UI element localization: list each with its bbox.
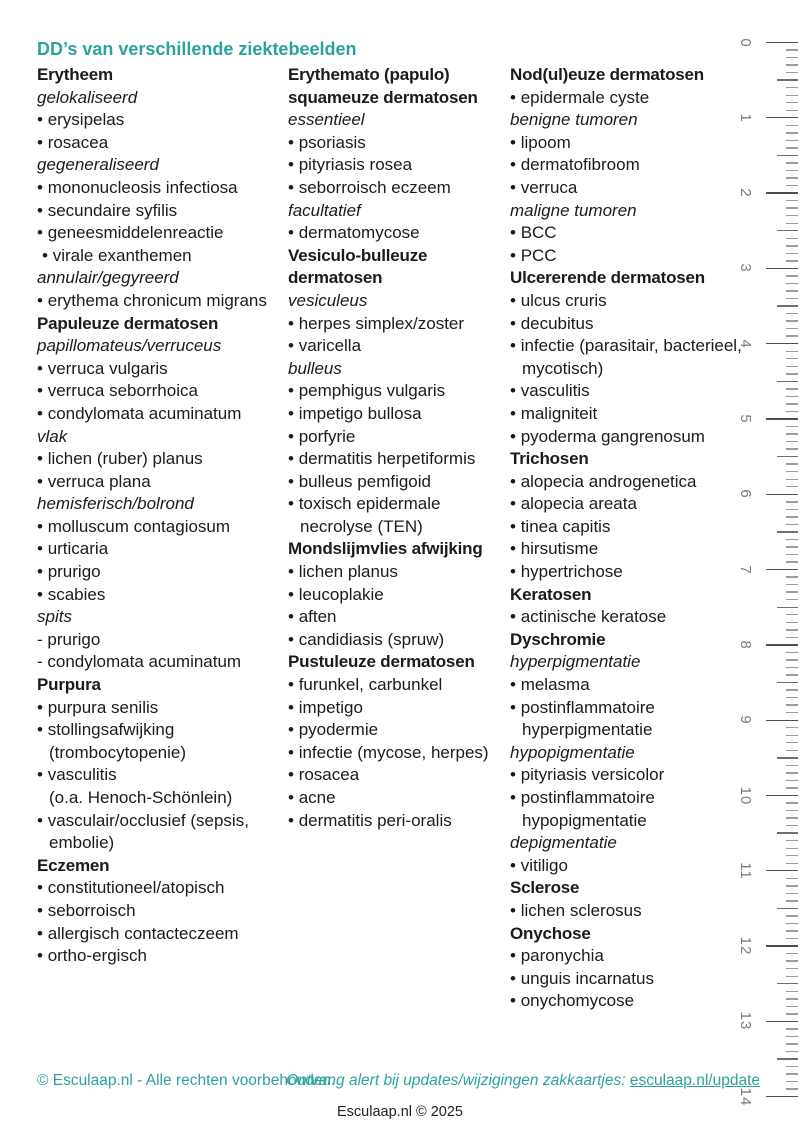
ruler-cm-tick bbox=[766, 42, 798, 43]
list-item: • BCC bbox=[510, 222, 748, 245]
ruler-mm-tick bbox=[786, 479, 798, 480]
list-item: • infectie (parasitair, bacterieel, bbox=[510, 335, 748, 358]
list-item: • stollingsafwijking bbox=[37, 719, 287, 742]
list-item: • toxisch epidermale bbox=[288, 493, 508, 516]
section-header: Onychose bbox=[510, 923, 591, 943]
section-header: Pustuleuze dermatosen bbox=[288, 652, 475, 672]
ruler-mm-tick bbox=[786, 275, 798, 276]
ruler-cm-tick bbox=[766, 720, 798, 721]
list-item: • verruca plana bbox=[37, 471, 287, 494]
list-item: • pyoderma gangrenosum bbox=[510, 426, 748, 449]
ruler-mm-tick bbox=[786, 162, 798, 163]
list-item: • hirsutisme bbox=[510, 538, 748, 561]
ruler-mm-tick bbox=[786, 712, 798, 713]
ruler-mm-tick bbox=[786, 200, 798, 201]
list-item: • PCC bbox=[510, 245, 748, 268]
ruler-mm-tick bbox=[786, 87, 798, 88]
ruler-mm-tick bbox=[786, 328, 798, 329]
list-item: • secundaire syfilis bbox=[37, 200, 287, 223]
ruler-mm-tick bbox=[786, 471, 798, 472]
ruler-mm-tick bbox=[786, 840, 798, 841]
ruler-mm-tick bbox=[786, 335, 798, 336]
ruler-mm-tick bbox=[786, 991, 798, 992]
ruler-mm-tick bbox=[786, 976, 798, 977]
list-item: • psoriasis bbox=[288, 132, 508, 155]
ruler-mm-tick bbox=[786, 509, 798, 510]
ruler-cm-tick bbox=[766, 795, 798, 796]
ruler-mm-tick bbox=[786, 125, 798, 126]
footer-update-text: Ontvang alert bij updates/wijzigingen zakkaartjes: bbox=[286, 1072, 630, 1089]
ruler-mm-tick bbox=[786, 584, 798, 585]
list-item-continuation: (trombocytopenie) bbox=[49, 742, 187, 762]
section-header: Vesiculo-bulleuze bbox=[288, 245, 428, 265]
ruler-mm-tick bbox=[786, 561, 798, 562]
list-item: • purpura senilis bbox=[37, 697, 287, 720]
list-item: • impetigo bullosa bbox=[288, 403, 508, 426]
list-item: • rosacea bbox=[288, 764, 508, 787]
subheader-italic: hypopigmentatie bbox=[510, 742, 635, 762]
ruler-mm-tick bbox=[786, 1088, 798, 1089]
subheader-italic: depigmentatie bbox=[510, 833, 617, 853]
list-item: • hypertrichose bbox=[510, 561, 748, 584]
column-2 bbox=[288, 64, 508, 832]
ruler-mm-tick bbox=[786, 810, 798, 811]
list-item: • allergisch contacteczeem bbox=[37, 923, 287, 946]
list-item: • acne bbox=[288, 787, 508, 810]
ruler-mm-tick bbox=[786, 366, 798, 367]
list-item: • pyodermie bbox=[288, 719, 508, 742]
ruler-mm-tick bbox=[786, 885, 798, 886]
ruler-mm-tick bbox=[786, 358, 798, 359]
ruler-mm-tick bbox=[786, 689, 798, 690]
list-item: • furunkel, carbunkel bbox=[288, 674, 508, 697]
ruler-mm-tick bbox=[786, 411, 798, 412]
list-item: • infectie (mycose, herpes) bbox=[288, 742, 508, 765]
ruler-mm-tick bbox=[786, 64, 798, 65]
ruler-mm-tick bbox=[786, 253, 798, 254]
list-item: • verruca seborrhoica bbox=[37, 380, 287, 403]
ruler-mm-tick bbox=[786, 95, 798, 96]
ruler-mm-tick bbox=[786, 599, 798, 600]
ruler-mm-tick bbox=[786, 622, 798, 623]
ruler-mm-tick bbox=[786, 298, 798, 299]
section-header: Ulcererende dermatosen bbox=[510, 268, 705, 288]
ruler-cm-tick bbox=[766, 117, 798, 118]
ruler-mm-tick bbox=[786, 652, 798, 653]
list-item: • paronychia bbox=[510, 945, 748, 968]
ruler-half-cm-tick bbox=[777, 682, 798, 683]
ruler-mm-tick bbox=[786, 614, 798, 615]
section-header: Mondslijmvlies afwijking bbox=[288, 539, 483, 559]
list-item: • constitutioneel/atopisch bbox=[37, 877, 287, 900]
ruler-mm-tick bbox=[786, 539, 798, 540]
ruler-mm-tick bbox=[786, 659, 798, 660]
ruler-number: 11 bbox=[737, 862, 755, 880]
section-header: Trichosen bbox=[510, 449, 589, 469]
ruler-mm-tick bbox=[786, 863, 798, 864]
ruler-cm-tick bbox=[766, 870, 798, 871]
ruler-cm-tick bbox=[766, 494, 798, 495]
list-item: • ulcus cruris bbox=[510, 290, 748, 313]
ruler-mm-tick bbox=[786, 825, 798, 826]
list-item: • varicella bbox=[288, 335, 508, 358]
list-item: • erysipelas bbox=[37, 109, 287, 132]
ruler-mm-tick bbox=[786, 320, 798, 321]
footer-update-link[interactable]: esculaap.nl/update bbox=[629, 1072, 760, 1089]
list-item: • epidermale cyste bbox=[510, 87, 748, 110]
ruler-mm-tick bbox=[786, 403, 798, 404]
ruler-mm-tick bbox=[786, 185, 798, 186]
ruler-mm-tick bbox=[786, 283, 798, 284]
ruler-mm-tick bbox=[786, 238, 798, 239]
subheader-italic: facultatief bbox=[288, 200, 361, 220]
ruler-mm-tick bbox=[786, 727, 798, 728]
ruler-mm-tick bbox=[786, 57, 798, 58]
list-item: • rosacea bbox=[37, 132, 287, 155]
list-item: • porfyrie bbox=[288, 426, 508, 449]
ruler-cm-tick bbox=[766, 268, 798, 269]
ruler-half-cm-tick bbox=[777, 983, 798, 984]
subheader-italic: hemisferisch/bolrond bbox=[37, 494, 194, 514]
section-header: Dyschromie bbox=[510, 629, 606, 649]
list-item-dash: - condylomata acuminatum bbox=[37, 651, 287, 674]
ruler-cm-tick bbox=[766, 343, 798, 344]
ruler-mm-tick bbox=[786, 591, 798, 592]
ruler-half-cm-tick bbox=[777, 381, 798, 382]
section-header: Eczemen bbox=[37, 855, 110, 875]
ruler-mm-tick bbox=[786, 697, 798, 698]
list-item: • seborroisch eczeem bbox=[288, 177, 508, 200]
ruler-mm-tick bbox=[786, 177, 798, 178]
ruler-mm-tick bbox=[786, 1073, 798, 1074]
list-item: • prurigo bbox=[37, 561, 287, 584]
ruler-mm-tick bbox=[786, 742, 798, 743]
list-item: • vasculitis bbox=[510, 380, 748, 403]
ruler-half-cm-tick bbox=[777, 305, 798, 306]
ruler-mm-tick bbox=[786, 170, 798, 171]
ruler-mm-tick bbox=[786, 772, 798, 773]
ruler-mm-tick bbox=[786, 245, 798, 246]
list-item: • pityriasis rosea bbox=[288, 154, 508, 177]
ruler-mm-tick bbox=[786, 674, 798, 675]
ruler-number: 13 bbox=[737, 1012, 755, 1031]
list-item: • urticaria bbox=[37, 538, 287, 561]
subheader-italic: hyperpigmentatie bbox=[510, 652, 641, 672]
ruler-mm-tick bbox=[786, 1013, 798, 1014]
ruler-half-cm-tick bbox=[777, 908, 798, 909]
ruler-mm-tick bbox=[786, 637, 798, 638]
ruler-mm-tick bbox=[786, 629, 798, 630]
ruler-number: 12 bbox=[737, 936, 755, 956]
subheader-italic: vlak bbox=[37, 426, 68, 446]
subheader-italic: gelokaliseerd bbox=[37, 87, 138, 107]
ruler-number: 8 bbox=[737, 640, 755, 650]
ruler-mm-tick bbox=[786, 878, 798, 879]
ruler-number: 0 bbox=[737, 37, 755, 48]
ruler-mm-tick bbox=[786, 524, 798, 525]
ruler-cm-tick bbox=[766, 192, 798, 193]
list-item: • melasma bbox=[510, 674, 748, 697]
ruler-number: 4 bbox=[737, 339, 755, 349]
ruler-mm-tick bbox=[786, 313, 798, 314]
subheader-italic: essentieel bbox=[288, 110, 365, 130]
ruler-mm-tick bbox=[786, 998, 798, 999]
list-item: • pemphigus vulgaris bbox=[288, 380, 508, 403]
ruler-mm-tick bbox=[786, 140, 798, 141]
footer-copyright: © Esculaap.nl - Alle rechten voorbehouden. bbox=[37, 1072, 336, 1089]
ruler-mm-tick bbox=[786, 215, 798, 216]
subheader-italic: maligne tumoren bbox=[510, 200, 637, 220]
list-item: • vasculitis bbox=[37, 764, 287, 787]
ruler-cm-tick bbox=[766, 1096, 798, 1097]
ruler-mm-tick bbox=[786, 516, 798, 517]
ruler-mm-tick bbox=[786, 735, 798, 736]
ruler-mm-tick bbox=[786, 1051, 798, 1052]
ruler-half-cm-tick bbox=[777, 79, 798, 80]
ruler-mm-tick bbox=[786, 396, 798, 397]
subheader-italic: gegeneraliseerd bbox=[37, 155, 159, 175]
ruler-mm-tick bbox=[786, 765, 798, 766]
subheader-italic: annulair/gegyreerd bbox=[37, 268, 179, 288]
list-item: • actinische keratose bbox=[510, 606, 748, 629]
ruler-number: 7 bbox=[737, 564, 755, 575]
ruler-mm-tick bbox=[786, 207, 798, 208]
ruler-mm-tick bbox=[786, 72, 798, 73]
ruler-mm-tick bbox=[786, 802, 798, 803]
ruler-mm-tick bbox=[786, 110, 798, 111]
ruler-mm-tick bbox=[786, 953, 798, 954]
ruler-mm-tick bbox=[786, 260, 798, 261]
ruler-half-cm-tick bbox=[777, 155, 798, 156]
list-item: • erythema chronicum migrans bbox=[37, 290, 287, 313]
ruler-mm-tick bbox=[786, 900, 798, 901]
list-item: • leucoplakie bbox=[288, 584, 508, 607]
ruler-cm-tick bbox=[766, 945, 798, 946]
list-item: • mononucleosis infectiosa bbox=[37, 177, 287, 200]
ruler-mm-tick bbox=[786, 960, 798, 961]
list-item: • lichen planus bbox=[288, 561, 508, 584]
ruler-mm-tick bbox=[786, 501, 798, 502]
list-item: • alopecia areata bbox=[510, 493, 748, 516]
ruler-mm-tick bbox=[786, 546, 798, 547]
ruler-mm-tick bbox=[786, 915, 798, 916]
list-item-continuation: hypopigmentatie bbox=[522, 810, 647, 830]
ruler-mm-tick bbox=[786, 930, 798, 931]
list-item: • vasculair/occlusief (sepsis, bbox=[37, 810, 287, 833]
ruler-mm-tick bbox=[786, 1028, 798, 1029]
list-item: • unguis incarnatus bbox=[510, 968, 748, 991]
list-item: • verruca bbox=[510, 177, 748, 200]
section-header: dermatosen bbox=[288, 268, 383, 288]
ruler-mm-tick bbox=[786, 554, 798, 555]
list-item: • onychomycose bbox=[510, 990, 748, 1013]
ruler-mm-tick bbox=[786, 704, 798, 705]
list-item: • alopecia androgenetica bbox=[510, 471, 748, 494]
list-item: • pityriasis versicolor bbox=[510, 764, 748, 787]
ruler-mm-tick bbox=[786, 102, 798, 103]
list-item: • maligniteit bbox=[510, 403, 748, 426]
ruler-mm-tick bbox=[786, 938, 798, 939]
ruler-number: 1 bbox=[737, 113, 755, 123]
ruler-number: 9 bbox=[737, 715, 755, 725]
ruler-number: 5 bbox=[737, 414, 755, 424]
ruler-mm-tick bbox=[786, 667, 798, 668]
list-item: • bulleus pemfigoid bbox=[288, 471, 508, 494]
section-header: Sclerose bbox=[510, 878, 580, 898]
ruler-mm-tick bbox=[786, 787, 798, 788]
ruler-half-cm-tick bbox=[777, 1058, 798, 1059]
ruler-mm-tick bbox=[786, 923, 798, 924]
list-item: • dermatitis peri-oralis bbox=[288, 810, 508, 833]
ruler-mm-tick bbox=[786, 351, 798, 352]
list-item: • lichen (ruber) planus bbox=[37, 448, 287, 471]
subheader-italic: benigne tumoren bbox=[510, 110, 638, 130]
list-item: • aften bbox=[288, 606, 508, 629]
list-item: • virale exanthemen bbox=[37, 245, 287, 268]
section-header: Erythemato (papulo) bbox=[288, 65, 450, 84]
list-item: • postinflammatoire bbox=[510, 787, 748, 810]
subheader-italic: vesiculeus bbox=[288, 290, 368, 310]
column-1 bbox=[37, 64, 287, 968]
list-item: • verruca vulgaris bbox=[37, 358, 287, 381]
ruler-mm-tick bbox=[786, 893, 798, 894]
ruler-mm-tick bbox=[786, 290, 798, 291]
ruler-half-cm-tick bbox=[777, 832, 798, 833]
ruler-half-cm-tick bbox=[777, 456, 798, 457]
section-header: squameuze dermatosen bbox=[288, 87, 478, 107]
ruler-half-cm-tick bbox=[777, 230, 798, 231]
list-item-continuation: hyperpigmentatie bbox=[522, 720, 653, 740]
ruler-cm-tick bbox=[766, 644, 798, 645]
ruler-mm-tick bbox=[786, 486, 798, 487]
list-item: • postinflammatoire bbox=[510, 697, 748, 720]
list-item: • lipoom bbox=[510, 132, 748, 155]
list-item-continuation: mycotisch) bbox=[522, 358, 604, 378]
list-item: • tinea capitis bbox=[510, 516, 748, 539]
section-header: Keratosen bbox=[510, 584, 592, 604]
list-item-dash: - prurigo bbox=[37, 629, 287, 652]
list-item: • geneesmiddelenreactie bbox=[37, 222, 287, 245]
ruler-half-cm-tick bbox=[777, 607, 798, 608]
list-item: • scabies bbox=[37, 584, 287, 607]
list-item: • candidiasis (spruw) bbox=[288, 629, 508, 652]
subheader-italic: bulleus bbox=[288, 358, 342, 378]
section-header: Nod(ul)euze dermatosen bbox=[510, 65, 704, 84]
column-3 bbox=[510, 64, 748, 1013]
list-item: • dermatitis herpetiformis bbox=[288, 448, 508, 471]
section-header: Erytheem bbox=[37, 65, 113, 84]
ruler-mm-tick bbox=[786, 750, 798, 751]
ruler-mm-tick bbox=[786, 463, 798, 464]
ruler-mm-tick bbox=[786, 147, 798, 148]
list-item-continuation: necrolyse (TEN) bbox=[300, 516, 423, 536]
list-item-continuation: (o.a. Henoch-Schönlein) bbox=[49, 788, 233, 807]
ruler-mm-tick bbox=[786, 780, 798, 781]
list-item: • molluscum contagiosum bbox=[37, 516, 287, 539]
list-item: • vitiligo bbox=[510, 855, 748, 878]
list-item: • seborroisch bbox=[37, 900, 287, 923]
ruler-mm-tick bbox=[786, 576, 798, 577]
footer-update-note bbox=[286, 1072, 760, 1090]
ruler-number: 2 bbox=[737, 188, 755, 198]
list-item: • dermatofibroom bbox=[510, 154, 748, 177]
list-item: • ortho-ergisch bbox=[37, 945, 287, 968]
ruler-half-cm-tick bbox=[777, 531, 798, 532]
list-item: • dermatomycose bbox=[288, 222, 508, 245]
ruler-mm-tick bbox=[786, 388, 798, 389]
section-header: Papuleuze dermatosen bbox=[37, 313, 219, 333]
list-item: • herpes simplex/zoster bbox=[288, 313, 508, 336]
ruler-mm-tick bbox=[786, 433, 798, 434]
ruler-number: 3 bbox=[737, 263, 755, 274]
list-item: • decubitus bbox=[510, 313, 748, 336]
ruler-mm-tick bbox=[786, 441, 798, 442]
ruler-cm-tick bbox=[766, 569, 798, 570]
ruler-mm-tick bbox=[786, 1036, 798, 1037]
ruler-mm-tick bbox=[786, 132, 798, 133]
ruler-mm-tick bbox=[786, 817, 798, 818]
ruler-mm-tick bbox=[786, 223, 798, 224]
ruler-number: 6 bbox=[737, 489, 755, 499]
ruler-number: 14 bbox=[737, 1087, 755, 1107]
section-header: Purpura bbox=[37, 675, 101, 695]
ruler-cm-tick bbox=[766, 418, 798, 419]
footer-brand-year: Esculaap.nl © 2025 bbox=[337, 1104, 463, 1120]
ruler-mm-tick bbox=[786, 373, 798, 374]
subheader-italic: spits bbox=[37, 607, 72, 627]
ruler-mm-tick bbox=[786, 968, 798, 969]
list-item-continuation: embolie) bbox=[49, 833, 115, 853]
subheader-italic: papillomateus/verruceus bbox=[37, 336, 222, 356]
list-item: • condylomata acuminatum bbox=[37, 403, 287, 426]
ruler-half-cm-tick bbox=[777, 757, 798, 758]
ruler-mm-tick bbox=[786, 848, 798, 849]
ruler-number: 10 bbox=[737, 786, 755, 805]
ruler-mm-tick bbox=[786, 1066, 798, 1067]
ruler-mm-tick bbox=[786, 448, 798, 449]
ruler-mm-tick bbox=[786, 855, 798, 856]
page-title: DD’s van verschillende ziektebeelden bbox=[37, 39, 357, 59]
ruler-mm-tick bbox=[786, 1081, 798, 1082]
ruler-mm-tick bbox=[786, 1043, 798, 1044]
ruler-cm-tick bbox=[766, 1021, 798, 1022]
list-item: • lichen sclerosus bbox=[510, 900, 748, 923]
ruler-mm-tick bbox=[786, 426, 798, 427]
ruler-mm-tick bbox=[786, 1006, 798, 1007]
list-item: • impetigo bbox=[288, 697, 508, 720]
ruler-mm-tick bbox=[786, 49, 798, 50]
